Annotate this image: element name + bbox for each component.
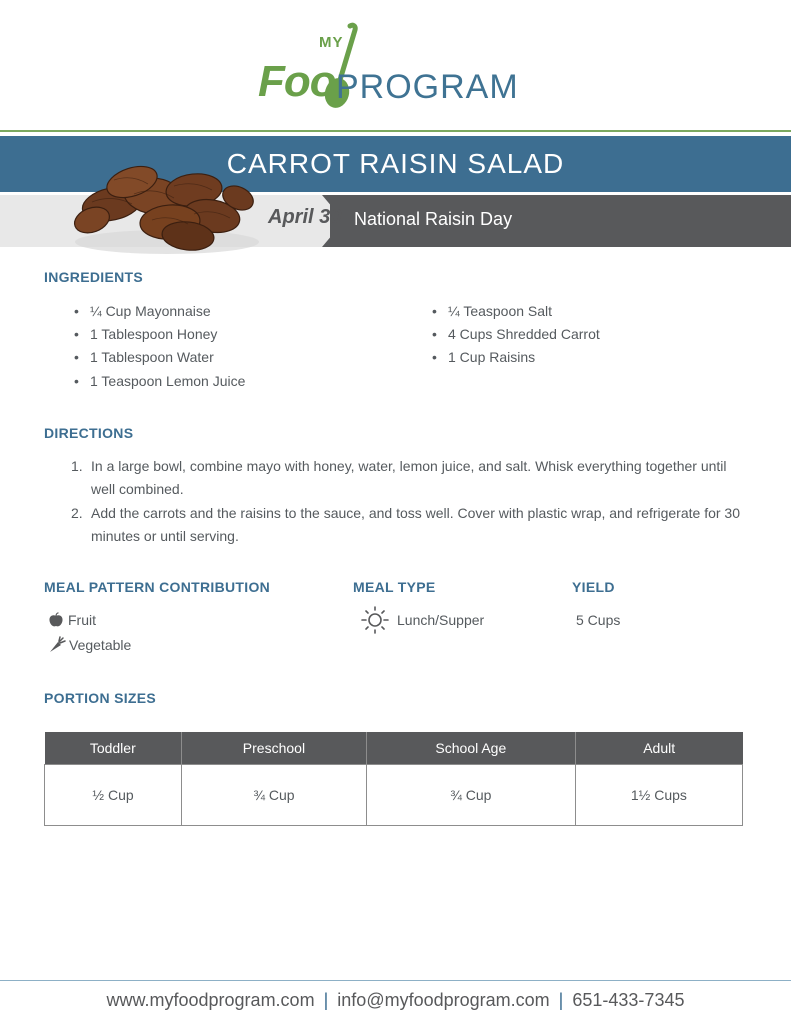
brand-logo (256, 22, 546, 112)
direction-step (71, 455, 751, 502)
portion-cell: ½ Cup (45, 765, 182, 826)
footer-divider (0, 980, 791, 981)
directions-list (71, 455, 751, 549)
footer-contact (0, 990, 791, 1011)
sun-icon (360, 606, 390, 634)
ingredient-item: • 1 Tablespoon Honey (74, 323, 404, 346)
step-number: 1. (71, 458, 83, 474)
logo-program-text: PROGRAM (336, 68, 519, 106)
portion-cell: 1½ Cups (575, 765, 742, 826)
column-header-preschool: Preschool (182, 732, 367, 765)
yield-heading: YIELD (572, 579, 615, 595)
table-row (45, 765, 743, 826)
ingredient-item: • ¼ Cup Mayonnaise (74, 300, 404, 323)
column-header-toddler: Toddler (45, 732, 182, 765)
column-header-adult: Adult (575, 732, 742, 765)
phone-number: 651-433-7345 (572, 990, 685, 1010)
ingredient-item: • 1 Tablespoon Water (74, 346, 404, 369)
logo-food-text: Foo (258, 57, 336, 106)
meal-pattern-heading: MEAL PATTERN CONTRIBUTION (44, 579, 271, 595)
ingredient-item: • ¼ Teaspoon Salt (432, 300, 762, 323)
footer-separator: | (558, 990, 564, 1010)
header-divider (0, 130, 791, 132)
ingredients-list-left (74, 300, 404, 393)
website-link[interactable]: www.myfoodprogram.com (106, 990, 315, 1010)
portion-sizes-table (44, 732, 743, 826)
ingredient-item: • 1 Cup Raisins (432, 346, 762, 369)
table-header-row (45, 732, 743, 765)
portion-cell: ¾ Cup (182, 765, 367, 826)
direction-step (71, 502, 751, 549)
portion-cell: ¾ Cup (366, 765, 575, 826)
logo-my-text: MY (319, 34, 344, 51)
step-number: 2. (71, 504, 83, 521)
ingredient-item: • 4 Cups Shredded Carrot (432, 323, 762, 346)
portion-sizes-heading: PORTION SIZES (44, 690, 157, 706)
email-link[interactable]: info@myfoodprogram.com (337, 990, 550, 1010)
meal-type-heading: MEAL TYPE (353, 579, 436, 595)
raisins-image (62, 158, 262, 260)
column-header-school-age: School Age (366, 732, 575, 765)
yield-value: 5 Cups (576, 612, 621, 628)
meal-pattern-label: Vegetable (69, 637, 132, 653)
step-text: In a large bowl, combine mayo with honey, water, lemon juice, and salt. Whisk everything together until well combined. (91, 458, 727, 498)
directions-heading: DIRECTIONS (44, 425, 134, 441)
meal-pattern-vegetable (48, 636, 131, 654)
observance-date: April 30 (268, 206, 342, 228)
meal-type-value: Lunch/Supper (397, 612, 485, 628)
meal-pattern-fruit (48, 612, 96, 628)
observance-name: National Raisin Day (354, 209, 513, 229)
recipe-title: CARROT RAISIN SALAD (226, 148, 565, 179)
step-text: Add the carrots and the raisins to the sauce, and toss well. Cover with plastic wrap, and refrigerate for 30 minutes or until serving. (91, 504, 740, 545)
ingredients-list-right (432, 300, 762, 370)
footer-separator: | (323, 990, 329, 1010)
ingredients-heading: INGREDIENTS (44, 269, 143, 285)
apple-icon (48, 612, 64, 628)
meal-pattern-label: Fruit (68, 612, 96, 628)
ingredient-item: • 1 Teaspoon Lemon Juice (74, 370, 404, 393)
meal-type-row (360, 606, 484, 634)
carrot-icon (48, 636, 66, 654)
